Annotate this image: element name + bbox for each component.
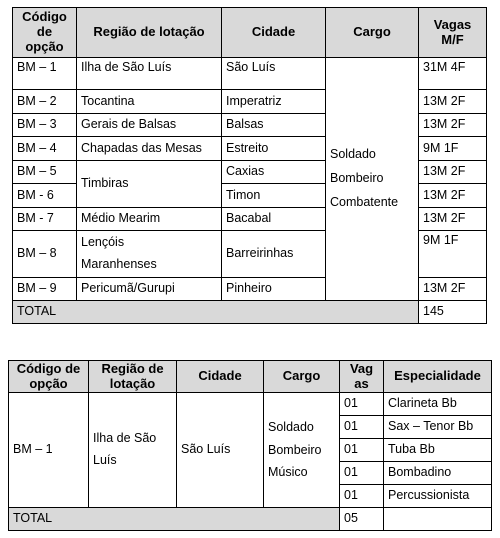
header-cidade: Cidade	[222, 8, 326, 58]
cell-regiao: Ilha de São Luís	[77, 58, 222, 90]
cell-especialidade: Sax – Tenor Bb	[384, 416, 492, 439]
header-regiao: Região de lotação	[89, 361, 177, 393]
table-header-row	[13, 8, 487, 58]
cell-vagas: 01	[340, 439, 384, 462]
cell-cidade: Caxias	[222, 161, 326, 184]
regiao-line: Lençóis	[81, 235, 125, 250]
cell-regiao: Chapadas das Mesas	[77, 137, 222, 161]
cell-code: BM – 4	[13, 137, 77, 161]
cell-vagas: 9M 1F	[419, 137, 487, 161]
cell-vagas: 01	[340, 462, 384, 485]
total-value: 05	[340, 508, 384, 531]
cell-vagas: 13M 2F	[419, 114, 487, 137]
cell-cidade: Timon	[222, 184, 326, 208]
header-vagas: Vag as	[340, 361, 384, 393]
cell-regiao: Pericumã/Gurupi	[77, 278, 222, 301]
cell-vagas: 13M 2F	[419, 208, 487, 231]
cell-code: BM - 6	[13, 184, 77, 208]
cell-code: BM – 9	[13, 278, 77, 301]
cell-code: BM – 5	[13, 161, 77, 184]
total-row	[13, 301, 487, 324]
cell-cidade: São Luís	[222, 58, 326, 90]
cell-cidade: Bacabal	[222, 208, 326, 231]
cargo-line: Combatente	[330, 194, 399, 209]
cell-code: BM – 2	[13, 90, 77, 114]
cell-cargo	[264, 393, 340, 508]
table-row	[13, 58, 487, 90]
cell-vagas: 01	[340, 485, 384, 508]
cell-cidade: Pinheiro	[222, 278, 326, 301]
cell-especialidade: Bombadino	[384, 462, 492, 485]
cargo-line: Bombeiro	[268, 442, 322, 457]
cell-code: BM – 8	[13, 231, 77, 278]
vacancies-table-combatente	[12, 7, 487, 324]
vacancies-table-musico	[8, 360, 492, 531]
table-row	[9, 393, 492, 416]
header-cargo: Cargo	[264, 361, 340, 393]
cell-especialidade: Percussionista	[384, 485, 492, 508]
cell-vagas: 01	[340, 393, 384, 416]
header-especialidade: Especialidade	[384, 361, 492, 393]
total-empty-cell	[384, 508, 492, 531]
cell-regiao: Tocantina	[77, 90, 222, 114]
cargo-line: Soldado	[268, 420, 314, 435]
cargo-line: Soldado	[330, 147, 376, 162]
cell-regiao	[89, 393, 177, 508]
cell-vagas: 13M 2F	[419, 161, 487, 184]
cell-cidade: Balsas	[222, 114, 326, 137]
header-cargo: Cargo	[326, 8, 419, 58]
cargo-line: Bombeiro	[330, 171, 384, 186]
header-cidade: Cidade	[177, 361, 264, 393]
cell-especialidade: Tuba Bb	[384, 439, 492, 462]
cell-cidade: Imperatriz	[222, 90, 326, 114]
cell-vagas: 01	[340, 416, 384, 439]
total-label: TOTAL	[9, 508, 340, 531]
cell-code: BM – 3	[13, 114, 77, 137]
cell-vagas: 9M 1F	[419, 231, 487, 278]
cell-vagas: 13M 2F	[419, 184, 487, 208]
header-regiao: Região de lotação	[77, 8, 222, 58]
cell-regiao: Timbiras	[77, 161, 222, 208]
cell-code: BM – 1	[9, 393, 89, 508]
cell-cidade: Barreirinhas	[222, 231, 326, 278]
header-codigo: Código de opção	[9, 361, 89, 393]
total-value: 145	[419, 301, 487, 324]
cell-vagas: 13M 2F	[419, 90, 487, 114]
total-row	[9, 508, 492, 531]
header-vagas: Vagas M/F	[419, 8, 487, 58]
cell-cidade: São Luís	[177, 393, 264, 508]
cell-code: BM - 7	[13, 208, 77, 231]
cell-regiao: Gerais de Balsas	[77, 114, 222, 137]
cell-regiao	[77, 231, 222, 278]
cell-vagas: 31M 4F	[419, 58, 487, 90]
regiao-line: Maranhenses	[81, 257, 157, 271]
cell-code: BM – 1	[13, 58, 77, 90]
cell-vagas: 13M 2F	[419, 278, 487, 301]
table-header-row	[9, 361, 492, 393]
cell-regiao: Médio Mearim	[77, 208, 222, 231]
total-label: TOTAL	[13, 301, 419, 324]
cell-especialidade: Clarineta Bb	[384, 393, 492, 416]
cargo-line: Músico	[268, 465, 308, 480]
regiao-line: Luís	[93, 453, 117, 467]
header-codigo: Código de opção	[13, 8, 77, 58]
regiao-line: Ilha de São	[93, 431, 157, 446]
cell-cargo	[326, 58, 419, 301]
cell-cidade: Estreito	[222, 137, 326, 161]
